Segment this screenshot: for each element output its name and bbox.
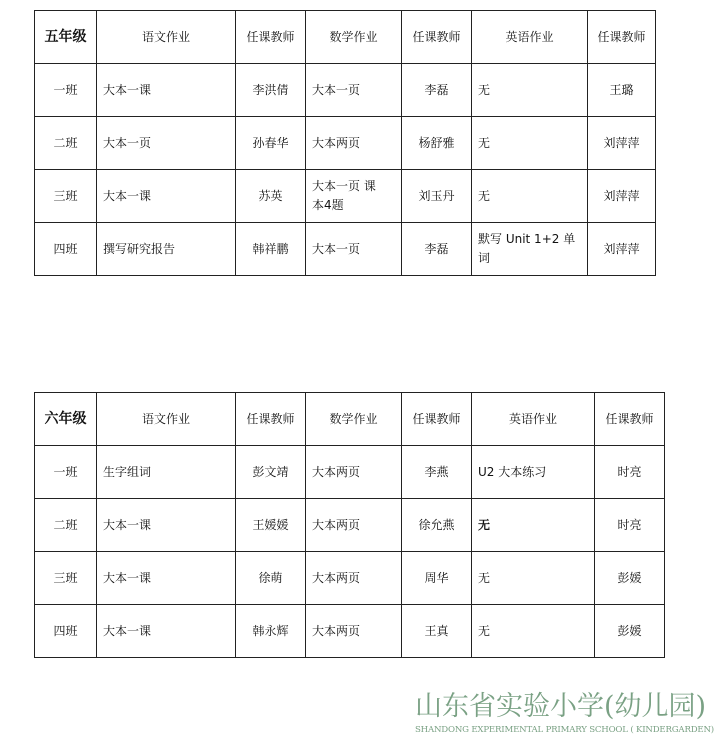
chinese-teacher-cell: 苏英 bbox=[236, 170, 306, 223]
class-name: 一班 bbox=[35, 64, 97, 117]
math-homework-cell: 大本两页 bbox=[306, 499, 402, 552]
chinese-homework-cell: 大本一页 bbox=[97, 117, 236, 170]
table-row bbox=[35, 117, 656, 170]
english-teacher-cell: 刘萍萍 bbox=[588, 117, 656, 170]
header-teacher: 任课教师 bbox=[236, 393, 306, 446]
class-name: 一班 bbox=[35, 446, 97, 499]
english-teacher-cell: 时亮 bbox=[595, 499, 665, 552]
class-name: 三班 bbox=[35, 170, 97, 223]
english-homework-cell: 无 bbox=[472, 605, 595, 658]
chinese-teacher-cell: 王媛媛 bbox=[236, 499, 306, 552]
english-homework-cell: U2 大本练习 bbox=[472, 446, 595, 499]
math-teacher-cell: 李磊 bbox=[402, 223, 472, 276]
math-teacher-cell: 李燕 bbox=[402, 446, 472, 499]
header-teacher: 任课教师 bbox=[402, 11, 472, 64]
english-homework-cell: 默写 Unit 1+2 单词 bbox=[472, 223, 588, 276]
english-teacher-cell: 彭媛 bbox=[595, 605, 665, 658]
math-homework-cell: 大本一页 课本4题 bbox=[306, 170, 402, 223]
math-homework-cell: 大本两页 bbox=[306, 117, 402, 170]
math-homework-cell: 大本一页 bbox=[306, 223, 402, 276]
header-english-homework: 英语作业 bbox=[472, 393, 595, 446]
header-chinese-homework: 语文作业 bbox=[97, 393, 236, 446]
chinese-homework-cell: 生字组词 bbox=[97, 446, 236, 499]
math-teacher-cell: 周华 bbox=[402, 552, 472, 605]
english-teacher-cell: 时亮 bbox=[595, 446, 665, 499]
english-homework-cell: 无 bbox=[472, 64, 588, 117]
table-row bbox=[35, 170, 656, 223]
school-name-en: SHANDONG EXPERIMENTAL PRIMARY SCHOOL ( KINDERGARDEN) bbox=[415, 725, 714, 735]
chinese-teacher-cell: 徐萌 bbox=[236, 552, 306, 605]
english-teacher-cell: 刘萍萍 bbox=[588, 170, 656, 223]
math-homework-cell: 大本两页 bbox=[306, 552, 402, 605]
chinese-homework-cell: 大本一课 bbox=[97, 499, 236, 552]
table-row bbox=[35, 223, 656, 276]
class-name: 二班 bbox=[35, 117, 97, 170]
math-teacher-cell: 李磊 bbox=[402, 64, 472, 117]
english-teacher-cell: 彭媛 bbox=[595, 552, 665, 605]
math-homework-cell: 大本两页 bbox=[306, 605, 402, 658]
chinese-homework-cell: 大本一课 bbox=[97, 552, 236, 605]
math-teacher-cell: 刘玉丹 bbox=[402, 170, 472, 223]
chinese-teacher-cell: 韩永辉 bbox=[236, 605, 306, 658]
chinese-homework-cell: 大本一课 bbox=[97, 605, 236, 658]
header-teacher: 任课教师 bbox=[588, 11, 656, 64]
grade-label: 六年级 bbox=[35, 393, 97, 446]
header-english-homework: 英语作业 bbox=[472, 11, 588, 64]
english-homework-cell: 无 bbox=[472, 117, 588, 170]
table-row bbox=[35, 552, 665, 605]
chinese-homework-cell: 大本一课 bbox=[97, 170, 236, 223]
chinese-teacher-cell: 彭文靖 bbox=[236, 446, 306, 499]
math-teacher-cell: 徐允燕 bbox=[402, 499, 472, 552]
math-teacher-cell: 王真 bbox=[402, 605, 472, 658]
header-math-homework: 数学作业 bbox=[306, 393, 402, 446]
math-homework-cell: 大本两页 bbox=[306, 446, 402, 499]
header-chinese-homework: 语文作业 bbox=[97, 11, 236, 64]
chinese-homework-cell: 大本一课 bbox=[97, 64, 236, 117]
table-row bbox=[35, 64, 656, 117]
school-logo bbox=[415, 690, 714, 740]
header-teacher: 任课教师 bbox=[402, 393, 472, 446]
class-name: 四班 bbox=[35, 223, 97, 276]
english-homework-cell: 无 bbox=[472, 499, 595, 552]
english-homework-cell: 无 bbox=[472, 552, 595, 605]
chinese-teacher-cell: 孙春华 bbox=[236, 117, 306, 170]
header-teacher: 任课教师 bbox=[236, 11, 306, 64]
grade5-homework-table bbox=[34, 10, 656, 276]
grade-label: 五年级 bbox=[35, 11, 97, 64]
header-teacher: 任课教师 bbox=[595, 393, 665, 446]
table-header-row bbox=[35, 11, 656, 64]
math-homework-cell: 大本一页 bbox=[306, 64, 402, 117]
chinese-homework-cell: 撰写研究报告 bbox=[97, 223, 236, 276]
table-row bbox=[35, 446, 665, 499]
class-name: 三班 bbox=[35, 552, 97, 605]
header-math-homework: 数学作业 bbox=[306, 11, 402, 64]
school-name-cn: 山东省实验小学(幼儿园) bbox=[415, 691, 707, 722]
english-teacher-cell: 刘萍萍 bbox=[588, 223, 656, 276]
table-header-row bbox=[35, 393, 665, 446]
english-homework-cell: 无 bbox=[472, 170, 588, 223]
english-teacher-cell: 王璐 bbox=[588, 64, 656, 117]
grade6-homework-table bbox=[34, 392, 665, 658]
math-teacher-cell: 杨舒雅 bbox=[402, 117, 472, 170]
table-row bbox=[35, 499, 665, 552]
chinese-teacher-cell: 李洪倩 bbox=[236, 64, 306, 117]
chinese-teacher-cell: 韩祥鹏 bbox=[236, 223, 306, 276]
class-name: 二班 bbox=[35, 499, 97, 552]
class-name: 四班 bbox=[35, 605, 97, 658]
table-row bbox=[35, 605, 665, 658]
